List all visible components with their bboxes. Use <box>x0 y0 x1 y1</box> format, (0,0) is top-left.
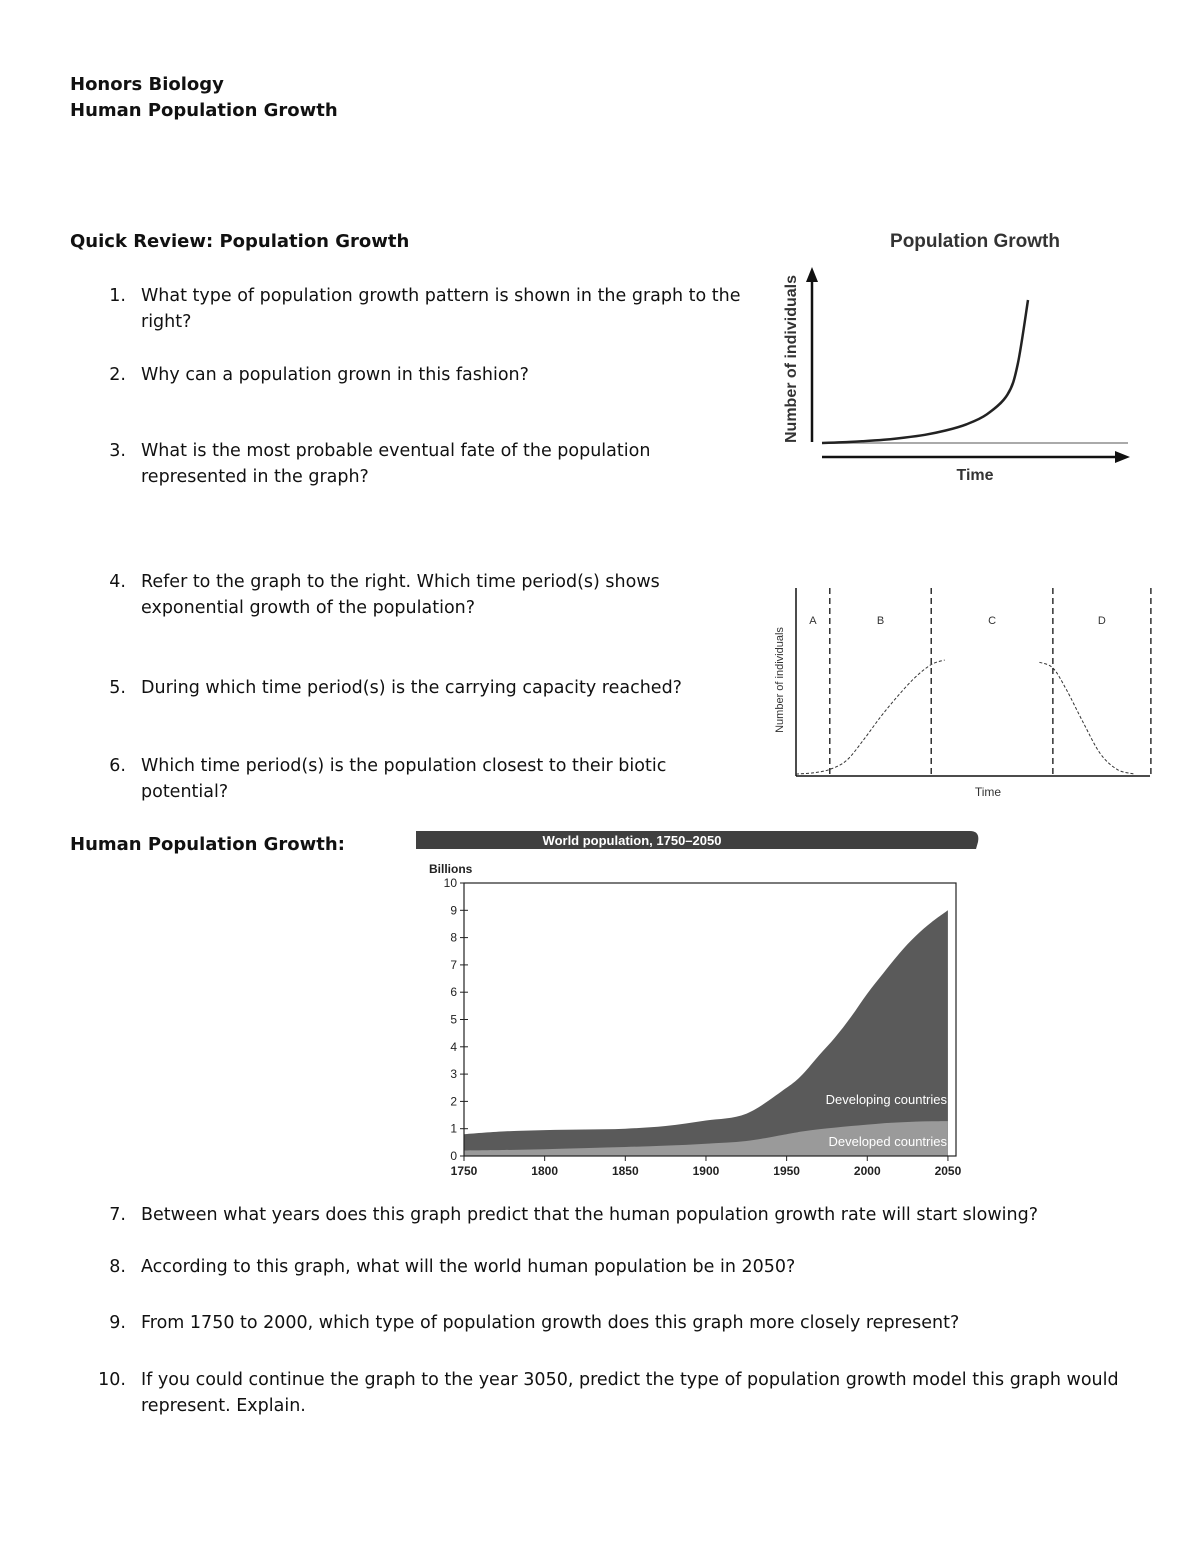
section-title-human-population: Human Population Growth: <box>70 834 345 855</box>
decline-curve <box>1039 662 1134 774</box>
question-number: 6. <box>109 756 126 776</box>
y-axis-label: Number of individuals <box>774 627 786 733</box>
x-tick-label: 1900 <box>692 1164 720 1178</box>
question-text: Why can a population grown in this fashion? <box>141 365 529 385</box>
y-tick-label: 3 <box>450 1067 457 1082</box>
developing-area <box>464 910 948 1156</box>
x-axis-label: Time <box>974 785 1002 799</box>
question-text: What is the most probable eventual fate of the population <box>141 441 651 461</box>
y-tick-label: 7 <box>450 957 457 972</box>
x-tick-label: 1800 <box>531 1164 559 1178</box>
question-text: exponential growth of the population? <box>141 598 476 618</box>
y-tick-label: 0 <box>450 1149 457 1163</box>
y-axis-label: Number of individuals <box>783 274 800 444</box>
question-text: According to this graph, what will the world human population be in 2050? <box>141 1257 796 1277</box>
page-title: Human Population Growth <box>70 100 338 121</box>
question-text: represented in the graph? <box>141 467 369 487</box>
question-number: 3. <box>109 441 126 461</box>
y-axis-arrow <box>806 267 818 282</box>
y-tick-label: 2 <box>450 1094 457 1109</box>
y-tick-label: 1 <box>450 1121 457 1136</box>
series-label-developing: Developing countries <box>825 1092 947 1107</box>
question-number: 10. <box>98 1370 126 1390</box>
chart-title: World population, 1750–2050 <box>542 833 722 848</box>
question-number: 1. <box>109 286 126 306</box>
question-text: right? <box>141 312 192 332</box>
x-tick-label: 1750 <box>450 1164 478 1178</box>
y-tick-label: 4 <box>450 1039 457 1054</box>
question-text: What type of population growth pattern is shown in the graph to the <box>141 286 741 306</box>
x-tick-label: 1950 <box>773 1164 800 1178</box>
question-text: From 1750 to 2000, which type of population growth does this graph more closely represent? <box>141 1313 960 1333</box>
question-text: represent. Explain. <box>141 1396 306 1416</box>
series-label-developed: Developed countries <box>828 1134 947 1149</box>
y-tick-label: 10 <box>443 876 457 890</box>
x-tick-label: 2000 <box>853 1164 881 1178</box>
course-title: Honors Biology <box>70 74 224 95</box>
exponential-growth-chart <box>770 222 1140 492</box>
question-number: 5. <box>109 678 126 698</box>
growth-curve <box>796 660 945 774</box>
question-number: 4. <box>109 572 126 592</box>
question-number: 7. <box>109 1205 126 1225</box>
section-title-quick-review: Quick Review: Population Growth <box>70 231 410 252</box>
x-tick-label: 1850 <box>611 1164 639 1178</box>
x-axis-label: Time <box>956 467 994 484</box>
growth-curve <box>822 300 1028 443</box>
question-number: 9. <box>109 1313 126 1333</box>
question-text: potential? <box>141 782 229 802</box>
question-number: 8. <box>109 1257 126 1277</box>
question-text: Refer to the graph to the right. Which time period(s) shows <box>141 572 660 592</box>
y-tick-label: 8 <box>450 930 457 945</box>
y-tick-label: 9 <box>450 903 457 918</box>
question-text: Between what years does this graph predict that the human population growth rate will start slowing? <box>141 1205 1039 1225</box>
question-text: Which time period(s) is the population closest to their biotic <box>141 756 667 776</box>
chart-title: Population Growth <box>890 231 1060 252</box>
x-tick-label: 2050 <box>934 1164 962 1178</box>
question-text: If you could continue the graph to the year 3050, predict the type of population growth model this graph would <box>141 1370 1119 1390</box>
y-axis-unit: Billions <box>429 862 473 876</box>
y-tick-label: 6 <box>450 985 457 1000</box>
region-label-d: D <box>1097 615 1106 627</box>
x-axis-arrow <box>1115 451 1130 463</box>
region-label-b: B <box>876 615 885 627</box>
region-dividers <box>809 588 1151 776</box>
y-tick-label: 5 <box>450 1012 457 1027</box>
logistic-regions-chart <box>770 580 1155 805</box>
world-population-chart <box>410 828 985 1188</box>
region-label-c: C <box>988 615 997 627</box>
question-number: 2. <box>109 365 126 385</box>
region-label-a: A <box>809 615 817 627</box>
x-ticks <box>451 1156 962 1178</box>
question-text: During which time period(s) is the carrying capacity reached? <box>141 678 682 698</box>
